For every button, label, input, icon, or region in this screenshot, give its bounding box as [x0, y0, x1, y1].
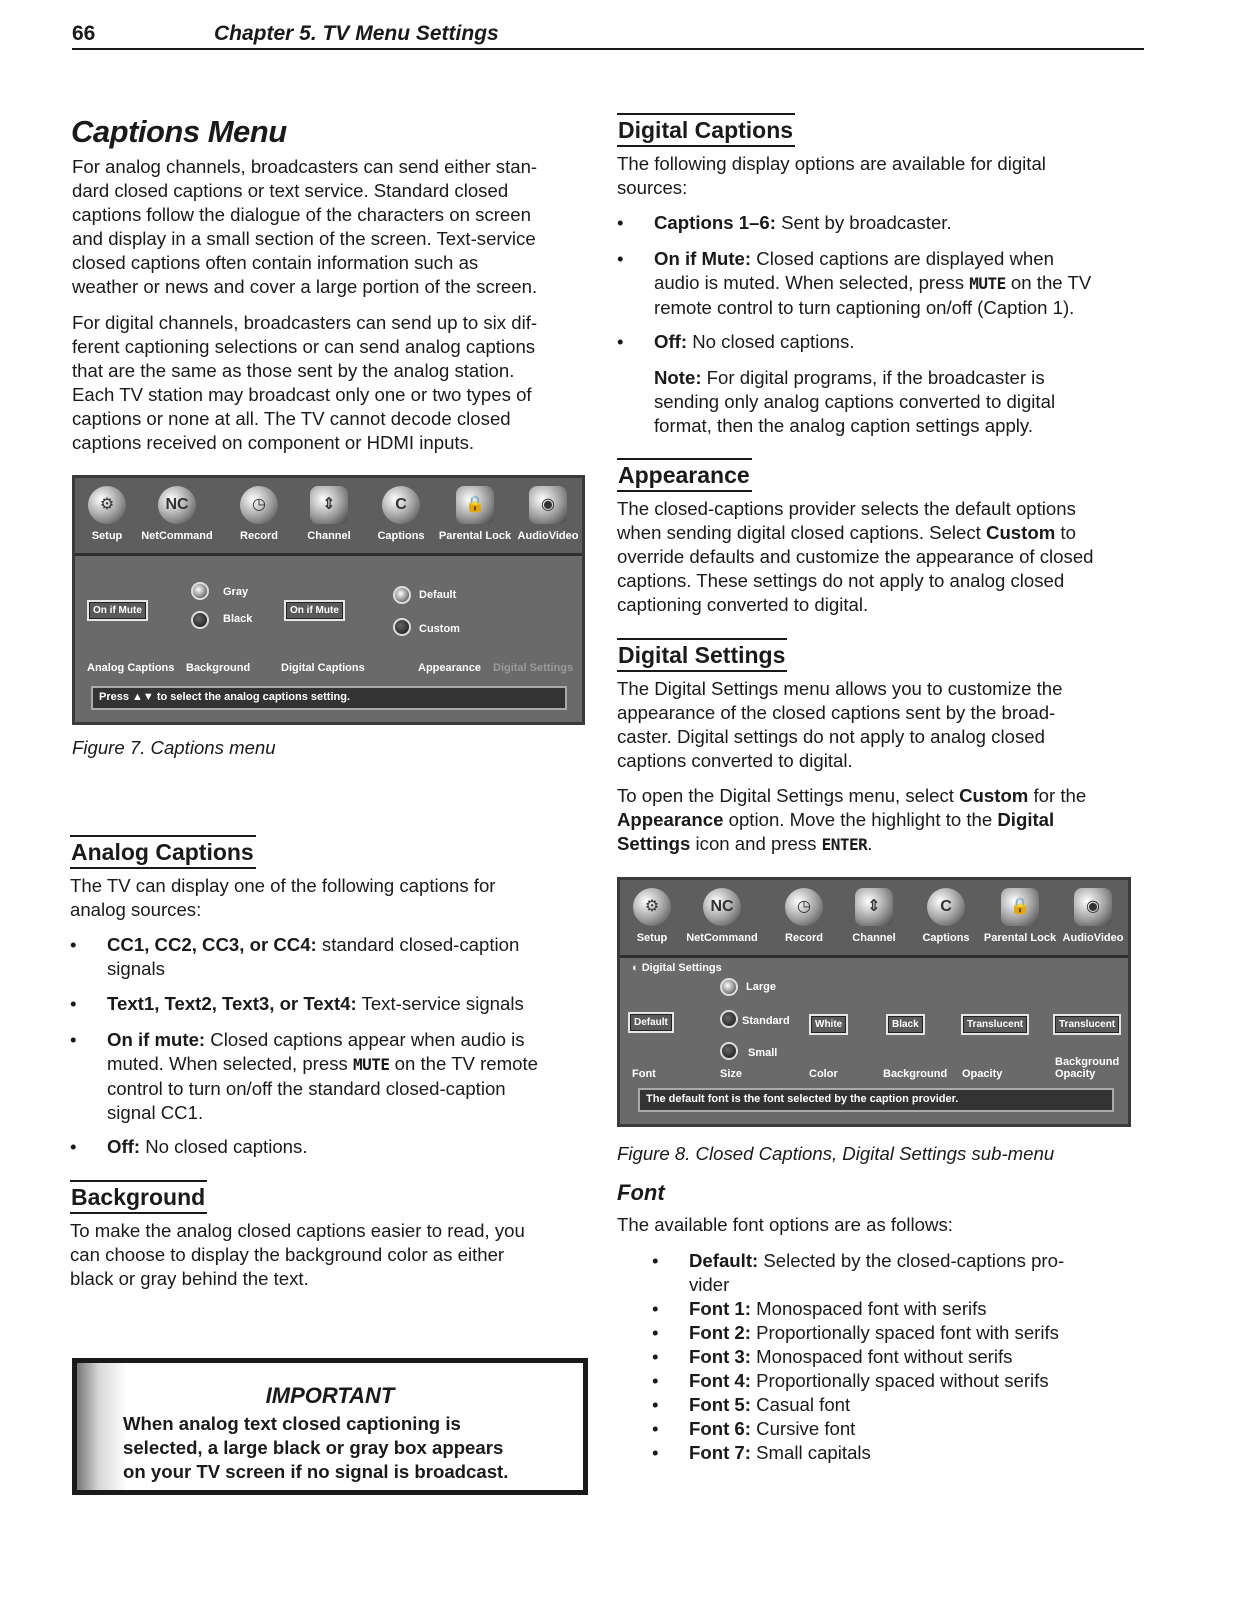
background-opacity-translucent-button: Translucent: [1053, 1014, 1121, 1035]
captions-icon: C Captions: [918, 888, 974, 944]
opacity-translucent-button: Translucent: [961, 1014, 1029, 1035]
digital-settings-subtitle: ◐ Digital Settings: [632, 962, 722, 974]
tv-menu-icon-bar: [620, 880, 1128, 958]
digital-captions-intro: The following display options are available for digital sources:: [617, 153, 1046, 198]
figure-8-caption: Figure 8. Closed Captions, Digital Settings sub-menu: [617, 1143, 1055, 1164]
digital-captions-button: On if Mute: [284, 600, 345, 621]
open-digital-settings-text: To open the Digital Settings menu, select Custom for the Appearance option. Move the highlight to the Digital Settings icon and press ENTER.: [617, 785, 1087, 854]
small-radio: [720, 1042, 738, 1060]
important-text: When analog text closed captioning is selected, a large black or gray box appears on your TV screen if no signal is broadcast.: [123, 1413, 509, 1482]
status-bar: The default font is the font selected by the caption provider.: [638, 1088, 1114, 1112]
parental-lock-icon: 🔒 Parental Lock: [435, 486, 515, 542]
custom-label: Custom: [419, 623, 460, 635]
audiovideo-icon: ◉ AudioVideo: [1060, 888, 1126, 944]
digital-captions-label: Digital Captions: [281, 662, 365, 674]
font-label: Font: [632, 1068, 656, 1080]
size-label: Size: [720, 1068, 743, 1080]
standard-radio: [720, 1010, 738, 1028]
setup-icon: ⚙ Setup: [628, 888, 676, 944]
chapter-title: Chapter 5. TV Menu Settings: [214, 22, 499, 45]
black-radio: [191, 611, 209, 629]
gray-label: Gray: [223, 586, 249, 598]
default-radio: [393, 586, 411, 604]
default-label: Default: [419, 589, 457, 601]
analog-captions-intro: The TV can display one of the following captions for analog sources:: [70, 875, 496, 920]
appearance-heading: Appearance: [617, 458, 752, 492]
gray-radio: [191, 582, 209, 600]
large-radio: [720, 978, 738, 996]
netcommand-icon: NC NetCommand: [137, 486, 217, 542]
figure-7-captions-menu-screenshot: [72, 475, 585, 725]
analog-captions-heading: Analog Captions: [70, 835, 256, 869]
tv-menu-lower-panel: [75, 556, 582, 722]
appearance-text: The closed-captions provider selects the default options when sending digital closed captions. Select Custom to override defaults and customize the appearance of closed captions. These settings do not apply to analog closed captioning converted to digital.: [617, 498, 1094, 615]
background-label: Background: [883, 1068, 948, 1080]
font-default-button: Default: [628, 1012, 674, 1033]
channel-icon: ⇕ Channel: [846, 888, 902, 944]
digital-settings-heading: Digital Settings: [617, 638, 787, 672]
intro-paragraph-analog: For analog channels, broadcasters can send either stan- dard closed captions or text service. Standard closed captions follow the dialogue of the characters on screen and display in a small section of the screen. Text-service closed captions often contain information such as weather or news and cover a large portion of the screen.: [72, 156, 538, 297]
small-label: Small: [748, 1047, 778, 1059]
opacity-label: Opacity: [962, 1068, 1003, 1080]
figure-7-caption: Figure 7. Captions menu: [72, 737, 276, 758]
digital-settings-label: Digital Settings: [493, 662, 574, 674]
black-label: Black: [223, 613, 253, 625]
parental-lock-icon: 🔒 Parental Lock: [980, 888, 1060, 944]
background-heading: Background: [70, 1180, 207, 1214]
figure-8-digital-settings-screenshot: [617, 877, 1131, 1127]
background-label: Background: [186, 662, 251, 674]
background-opacity-label: Background Opacity: [1055, 1056, 1120, 1080]
analog-captions-label: Analog Captions: [87, 662, 175, 674]
analog-captions-button: On if Mute: [87, 600, 148, 621]
large-label: Large: [746, 981, 776, 993]
page-header: [72, 18, 1144, 50]
important-box: [72, 1358, 588, 1495]
digital-captions-heading: Digital Captions: [617, 113, 795, 147]
font-intro: The available font options are as follows:: [617, 1214, 953, 1235]
intro-paragraph-digital: For digital channels, broadcasters can send up to six dif- ferent captioning selections or can send analog captions that are the same as those sent by the analog station. Each TV station may broadcast only one or two types of captions or none at all. The TV cannot decode closed captions received on component or HDMI inputs.: [72, 312, 538, 453]
status-bar: Press ▲▼ to select the analog captions setting.: [91, 686, 567, 710]
tv-menu-lower-panel: [620, 958, 1128, 1124]
color-label: Color: [809, 1068, 838, 1080]
tv-menu-icon-bar: [75, 478, 582, 556]
page-title: Captions Menu: [71, 114, 287, 149]
note-paragraph: Note: For digital programs, if the broadcaster is sending only analog captions converted to digital format, then the analog caption settings apply.: [654, 367, 1056, 436]
audiovideo-icon: ◉ AudioVideo: [515, 486, 581, 542]
netcommand-icon: NC NetCommand: [682, 888, 762, 944]
standard-label: Standard: [742, 1015, 790, 1027]
page-number: 66: [72, 22, 96, 45]
captions-small-icon: ◐: [632, 962, 642, 974]
appearance-label: Appearance: [418, 662, 481, 674]
important-title: IMPORTANT: [265, 1383, 395, 1408]
color-white-button: White: [809, 1014, 848, 1035]
record-icon: ◷ Record: [776, 888, 832, 944]
background-text: To make the analog closed captions easier to read, you can choose to display the background color as either black or gray behind the text.: [70, 1220, 525, 1289]
digital-settings-text: The Digital Settings menu allows you to customize the appearance of the closed captions sent by the broad- caster. Digital settings do not apply to analog closed captions converted to digital.: [617, 678, 1063, 771]
channel-icon: ⇕ Channel: [301, 486, 357, 542]
setup-icon: ⚙ Setup: [83, 486, 131, 542]
font-heading: Font: [617, 1180, 665, 1205]
record-icon: ◷ Record: [231, 486, 287, 542]
captions-icon: C Captions: [373, 486, 429, 542]
custom-radio: [393, 618, 411, 636]
background-black-button: Black: [886, 1014, 925, 1035]
